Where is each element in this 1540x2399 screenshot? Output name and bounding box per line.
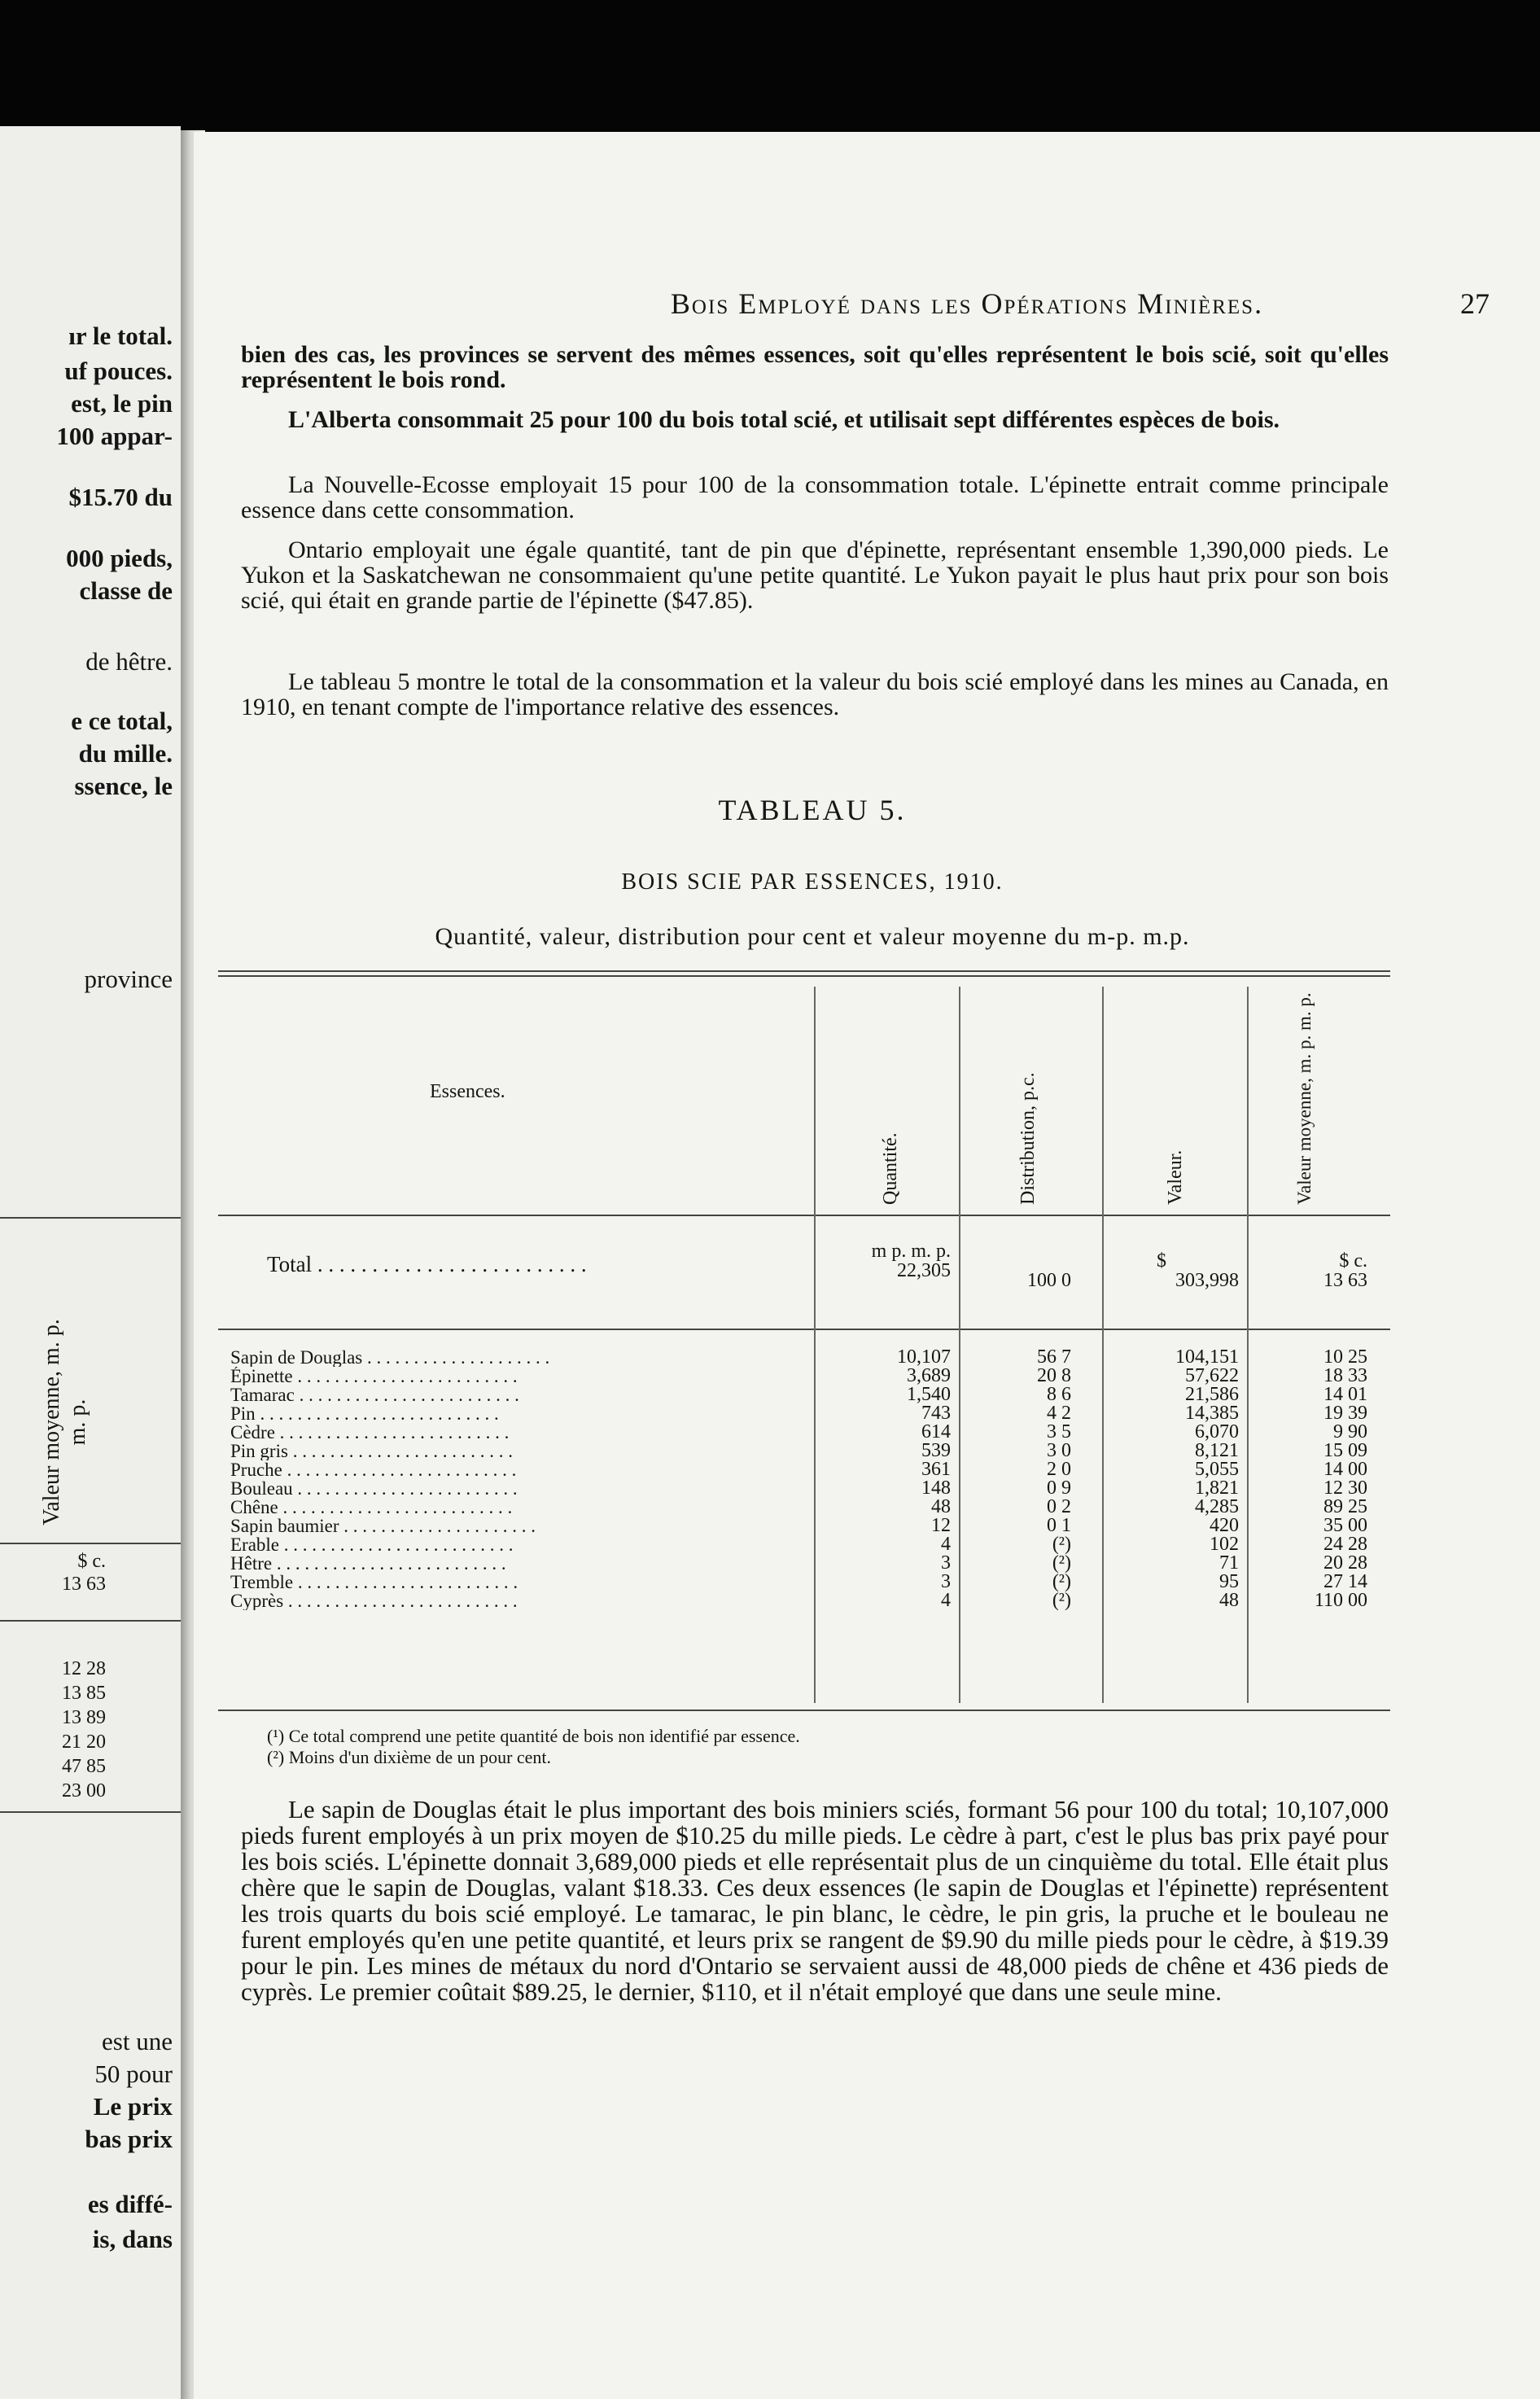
row-essence: Chêne . . . . . . . . . . . . . . . . . . . . . . . . . <box>230 1498 513 1517</box>
column-header-valeur: Valeur. <box>1165 1149 1186 1205</box>
row-quantite: 4 <box>941 1590 951 1611</box>
total-moyenne-unit: $ c. <box>1339 1250 1367 1272</box>
facing-text: $15.70 du <box>68 483 173 511</box>
row-valeur: 8,121 <box>1195 1440 1239 1461</box>
total-label: Total <box>267 1255 313 1274</box>
facing-text: de hêtre. <box>85 647 173 676</box>
total-quantite: 22,305 <box>897 1260 951 1281</box>
row-quantite: 10,107 <box>897 1346 951 1368</box>
row-moyenne: 15 09 <box>1323 1440 1367 1461</box>
table-caption: Quantité, valeur, distribution pour cent et valeur moyenne du m-p. m.p. <box>435 923 1190 950</box>
facing-text: classe de <box>79 576 173 605</box>
row-essence: Sapin de Douglas . . . . . . . . . . . . . . . . . . . . <box>230 1348 550 1367</box>
row-moyenne: 10 25 <box>1323 1346 1367 1368</box>
total-quantite-unit: m p. m. p. <box>871 1241 951 1262</box>
row-distribution: 0 2 <box>1047 1496 1071 1517</box>
row-valeur: 48 <box>1219 1590 1239 1611</box>
row-quantite: 3 <box>941 1571 951 1592</box>
column-divider <box>1102 987 1104 1703</box>
row-distribution: 56 7 <box>1037 1346 1071 1368</box>
essence-name: Épinette <box>230 1367 293 1386</box>
facing-text: 50 pour <box>94 2060 173 2088</box>
table-rule-top <box>218 970 1390 972</box>
facing-units: $ c. <box>77 1551 106 1572</box>
facing-table-rule <box>0 1620 181 1622</box>
row-moyenne: 20 28 <box>1323 1552 1367 1574</box>
facing-text: est, le pin <box>71 389 173 418</box>
row-quantite: 148 <box>921 1477 951 1499</box>
row-distribution: 2 0 <box>1047 1459 1071 1480</box>
row-moyenne: 9 90 <box>1333 1421 1367 1442</box>
row-essence: Épinette . . . . . . . . . . . . . . . . . . . . . . . . <box>230 1367 518 1386</box>
essence-name: Pin gris <box>230 1442 288 1460</box>
row-moyenne: 14 01 <box>1323 1384 1367 1405</box>
row-distribution: (²) <box>1052 1571 1071 1592</box>
essence-name: Pin <box>230 1404 256 1423</box>
row-essence: Pruche . . . . . . . . . . . . . . . . . . . . . . . . . <box>230 1460 517 1479</box>
essence-name: Sapin de Douglas <box>230 1348 363 1367</box>
row-distribution: 4 2 <box>1047 1403 1071 1424</box>
essence-name: Pruche <box>230 1460 282 1479</box>
column-header-distribution: Distribution, p.c. <box>1017 1072 1039 1205</box>
row-valeur: 5,055 <box>1195 1459 1239 1480</box>
facing-total-value: 13 63 <box>62 1574 106 1595</box>
facing-value: 13 89 <box>62 1707 106 1728</box>
essence-name: Cyprès <box>230 1591 284 1610</box>
facing-text: es diffé- <box>87 2190 173 2218</box>
column-header-essences: Essences. <box>430 1081 505 1102</box>
row-essence: Cyprès . . . . . . . . . . . . . . . . . . . . . . . . . <box>230 1591 518 1610</box>
row-quantite: 48 <box>931 1496 951 1517</box>
row-moyenne: 19 39 <box>1323 1403 1367 1424</box>
total-row-label: Total . . . . . . . . . . . . . . . . . . . . . . . . . <box>267 1255 609 1274</box>
row-valeur: 21,586 <box>1185 1384 1239 1405</box>
paragraph: Ontario employait une égale quantité, tant de pin que d'épinette, représentant ensemble 1,390,000 pieds. Le Yukon et la Saskatchewan ne consommaient qu'une petite quantité. Le Yukon payait le plus haut prix pour son bois scié, qui était en grande partie de l'épinette ($47.85). <box>241 536 1389 614</box>
essence-name: Chêne <box>230 1498 278 1517</box>
row-distribution: 20 8 <box>1037 1365 1071 1386</box>
row-valeur: 420 <box>1210 1515 1239 1536</box>
facing-text: est une <box>102 2027 173 2055</box>
paragraph: Le tableau 5 montre le total de la consommation et la valeur du bois scié employé dans les mines au Canada, en 1910, en tenant compte de l'importance relative des essences. <box>241 668 1389 720</box>
row-quantite: 3 <box>941 1552 951 1574</box>
facing-text: province <box>84 965 173 993</box>
row-valeur: 14,385 <box>1185 1403 1239 1424</box>
row-essence: Erable . . . . . . . . . . . . . . . . . . . . . . . . . <box>230 1535 514 1554</box>
row-distribution: 3 5 <box>1047 1421 1071 1442</box>
row-essence: Sapin baumier . . . . . . . . . . . . . . . . . . . . . <box>230 1517 536 1535</box>
essence-name: Sapin baumier <box>230 1517 339 1535</box>
facing-text: Le prix <box>93 2092 173 2121</box>
facing-text: ssence, le <box>74 772 173 800</box>
table-title: TABLEAU 5. <box>718 794 907 826</box>
essence-name: Erable <box>230 1535 280 1554</box>
column-header-valeur-moyenne: Valeur moyenne, m. p. m. p. <box>1294 992 1315 1205</box>
facing-text: e ce total, <box>71 707 173 735</box>
page-number: 27 <box>1460 287 1490 320</box>
table-rule-total <box>218 1329 1390 1330</box>
row-distribution: 0 9 <box>1047 1477 1071 1499</box>
facing-table-rule <box>0 1811 181 1813</box>
row-valeur: 104,151 <box>1175 1346 1239 1368</box>
facing-value: 21 20 <box>62 1731 106 1753</box>
row-moyenne: 24 28 <box>1323 1534 1367 1555</box>
row-distribution: (²) <box>1052 1552 1071 1574</box>
facing-text: du mille. <box>78 739 173 768</box>
column-divider <box>959 987 960 1703</box>
essence-name: Tamarac <box>230 1386 295 1404</box>
column-header-quantite: Quantité. <box>880 1132 901 1205</box>
running-head: Bois Employé dans les Opérations Minières. <box>670 287 1264 320</box>
facing-text: is, dans <box>92 2225 173 2253</box>
row-essence: Hêtre . . . . . . . . . . . . . . . . . . . . . . . . . <box>230 1554 506 1573</box>
column-divider <box>1247 987 1249 1703</box>
row-moyenne: 89 25 <box>1323 1496 1367 1517</box>
row-moyenne: 12 30 <box>1323 1477 1367 1499</box>
row-valeur: 102 <box>1210 1534 1239 1555</box>
row-quantite: 743 <box>921 1403 951 1424</box>
row-valeur: 95 <box>1219 1571 1239 1592</box>
facing-text: uf pouces. <box>64 357 173 385</box>
facing-column-head <box>16 1307 114 1526</box>
row-distribution: 0 1 <box>1047 1515 1071 1536</box>
row-quantite: 3,689 <box>907 1365 951 1386</box>
footnote: (²) Moins d'un dixième de un pour cent. <box>267 1747 552 1767</box>
row-quantite: 614 <box>921 1421 951 1442</box>
total-valeur: 303,998 <box>1175 1270 1239 1291</box>
row-quantite: 539 <box>921 1440 951 1461</box>
row-quantite: 4 <box>941 1534 951 1555</box>
row-essence: Cèdre . . . . . . . . . . . . . . . . . . . . . . . . . <box>230 1423 510 1442</box>
table-rule-top <box>218 975 1390 977</box>
total-moyenne: 13 63 <box>1323 1270 1367 1291</box>
document-page <box>194 132 1540 2399</box>
row-essence: Tremble . . . . . . . . . . . . . . . . . . . . . . . . <box>230 1573 518 1591</box>
essence-name: Bouleau <box>230 1479 293 1498</box>
footnote: (¹) Ce total comprend une petite quantité de bois non identifié par essence. <box>267 1726 800 1746</box>
row-essence: Tamarac . . . . . . . . . . . . . . . . . . . . . . . . <box>230 1386 519 1404</box>
table-rule-header <box>218 1215 1390 1216</box>
row-valeur: 57,622 <box>1185 1365 1239 1386</box>
facing-text: 100 appar- <box>56 422 173 450</box>
paragraph: bien des cas, les provinces se servent des mêmes essences, soit qu'elles représentent le bois scié, soit qu'elles représentent le bois rond. <box>241 341 1389 393</box>
row-valeur: 1,821 <box>1195 1477 1239 1499</box>
facing-text: 000 pieds, <box>66 544 173 572</box>
row-valeur: 6,070 <box>1195 1421 1239 1442</box>
row-moyenne: 110 00 <box>1314 1590 1367 1611</box>
row-moyenne: 27 14 <box>1323 1571 1367 1592</box>
facing-page <box>0 126 181 2399</box>
essence-name: Cèdre <box>230 1423 275 1442</box>
row-distribution: 3 0 <box>1047 1440 1071 1461</box>
row-moyenne: 14 00 <box>1323 1459 1367 1480</box>
row-moyenne: 18 33 <box>1323 1365 1367 1386</box>
total-valeur-unit: $ <box>1157 1250 1166 1272</box>
row-moyenne: 35 00 <box>1323 1515 1367 1536</box>
facing-text: ır le total. <box>68 322 173 350</box>
essence-name: Hêtre <box>230 1554 273 1573</box>
row-valeur: 4,285 <box>1195 1496 1239 1517</box>
facing-text: bas prix <box>85 2125 173 2153</box>
paragraph: La Nouvelle-Ecosse employait 15 pour 100 de la consommation totale. L'épinette entrait comme principale essence dans cette consommation. <box>241 471 1389 523</box>
row-valeur: 71 <box>1219 1552 1239 1574</box>
facing-value: 12 28 <box>62 1658 106 1679</box>
row-distribution: (²) <box>1052 1590 1071 1611</box>
paragraph: L'Alberta consommait 25 pour 100 du bois total scié, et utilisait sept différentes espèces de bois. <box>288 406 1280 433</box>
row-essence: Bouleau . . . . . . . . . . . . . . . . . . . . . . . . <box>230 1479 518 1498</box>
facing-value: 13 85 <box>62 1683 106 1704</box>
table-subtitle: BOIS SCIE PAR ESSENCES, 1910. <box>621 869 1004 895</box>
row-quantite: 361 <box>921 1459 951 1480</box>
row-distribution: 8 6 <box>1047 1384 1071 1405</box>
facing-value: 47 85 <box>62 1756 106 1777</box>
row-quantite: 12 <box>931 1515 951 1536</box>
closing-paragraph: Le sapin de Douglas était le plus important des bois miniers sciés, formant 56 pour 100 du total; 10,107,000 pieds furent employés à un prix moyen de $10.25 du mille pieds. Le cèdre à part, c'est le plus bas prix payé pour les bois sciés. L'épinette donnait 3,689,000 pieds et elle représentait plus de un cinquième du total. Elle était plus chère que le sapin de Douglas, valant $18.33. Ces deux essences (le sapin de Douglas et l'épinette) représentent les trois quarts du bois scié employé. Le tamarac, le pin blanc, le cèdre, le pin gris, la pruche et le bouleau ne furent employés qu'en une petite quantité, et leurs prix se rangent de $9.90 du mille pieds pour le cèdre, à $19.39 pour le pin. Les mines de métaux du nord d'Ontario se servaient aussi de 48,000 pieds de chêne et 436 pieds de cyprès. Le premier coûtait $89.25, le dernier, $110, et il n'était employé que dans une seule mine. <box>241 1795 1389 2006</box>
essence-name: Tremble <box>230 1573 294 1591</box>
table-rule-bottom <box>218 1710 1390 1711</box>
row-distribution: (²) <box>1052 1534 1071 1555</box>
facing-table-rule <box>0 1543 181 1544</box>
facing-column-label: Valeur moyenne, m. p. m. p. <box>39 1319 90 1526</box>
row-essence: Pin gris . . . . . . . . . . . . . . . . . . . . . . . . <box>230 1442 513 1460</box>
facing-value: 23 00 <box>62 1780 106 1801</box>
column-divider <box>814 987 816 1703</box>
row-quantite: 1,540 <box>907 1384 951 1405</box>
facing-table-rule <box>0 1217 181 1219</box>
row-essence: Pin . . . . . . . . . . . . . . . . . . . . . . . . . . <box>230 1404 499 1423</box>
total-distribution: 100 0 <box>1027 1270 1071 1291</box>
